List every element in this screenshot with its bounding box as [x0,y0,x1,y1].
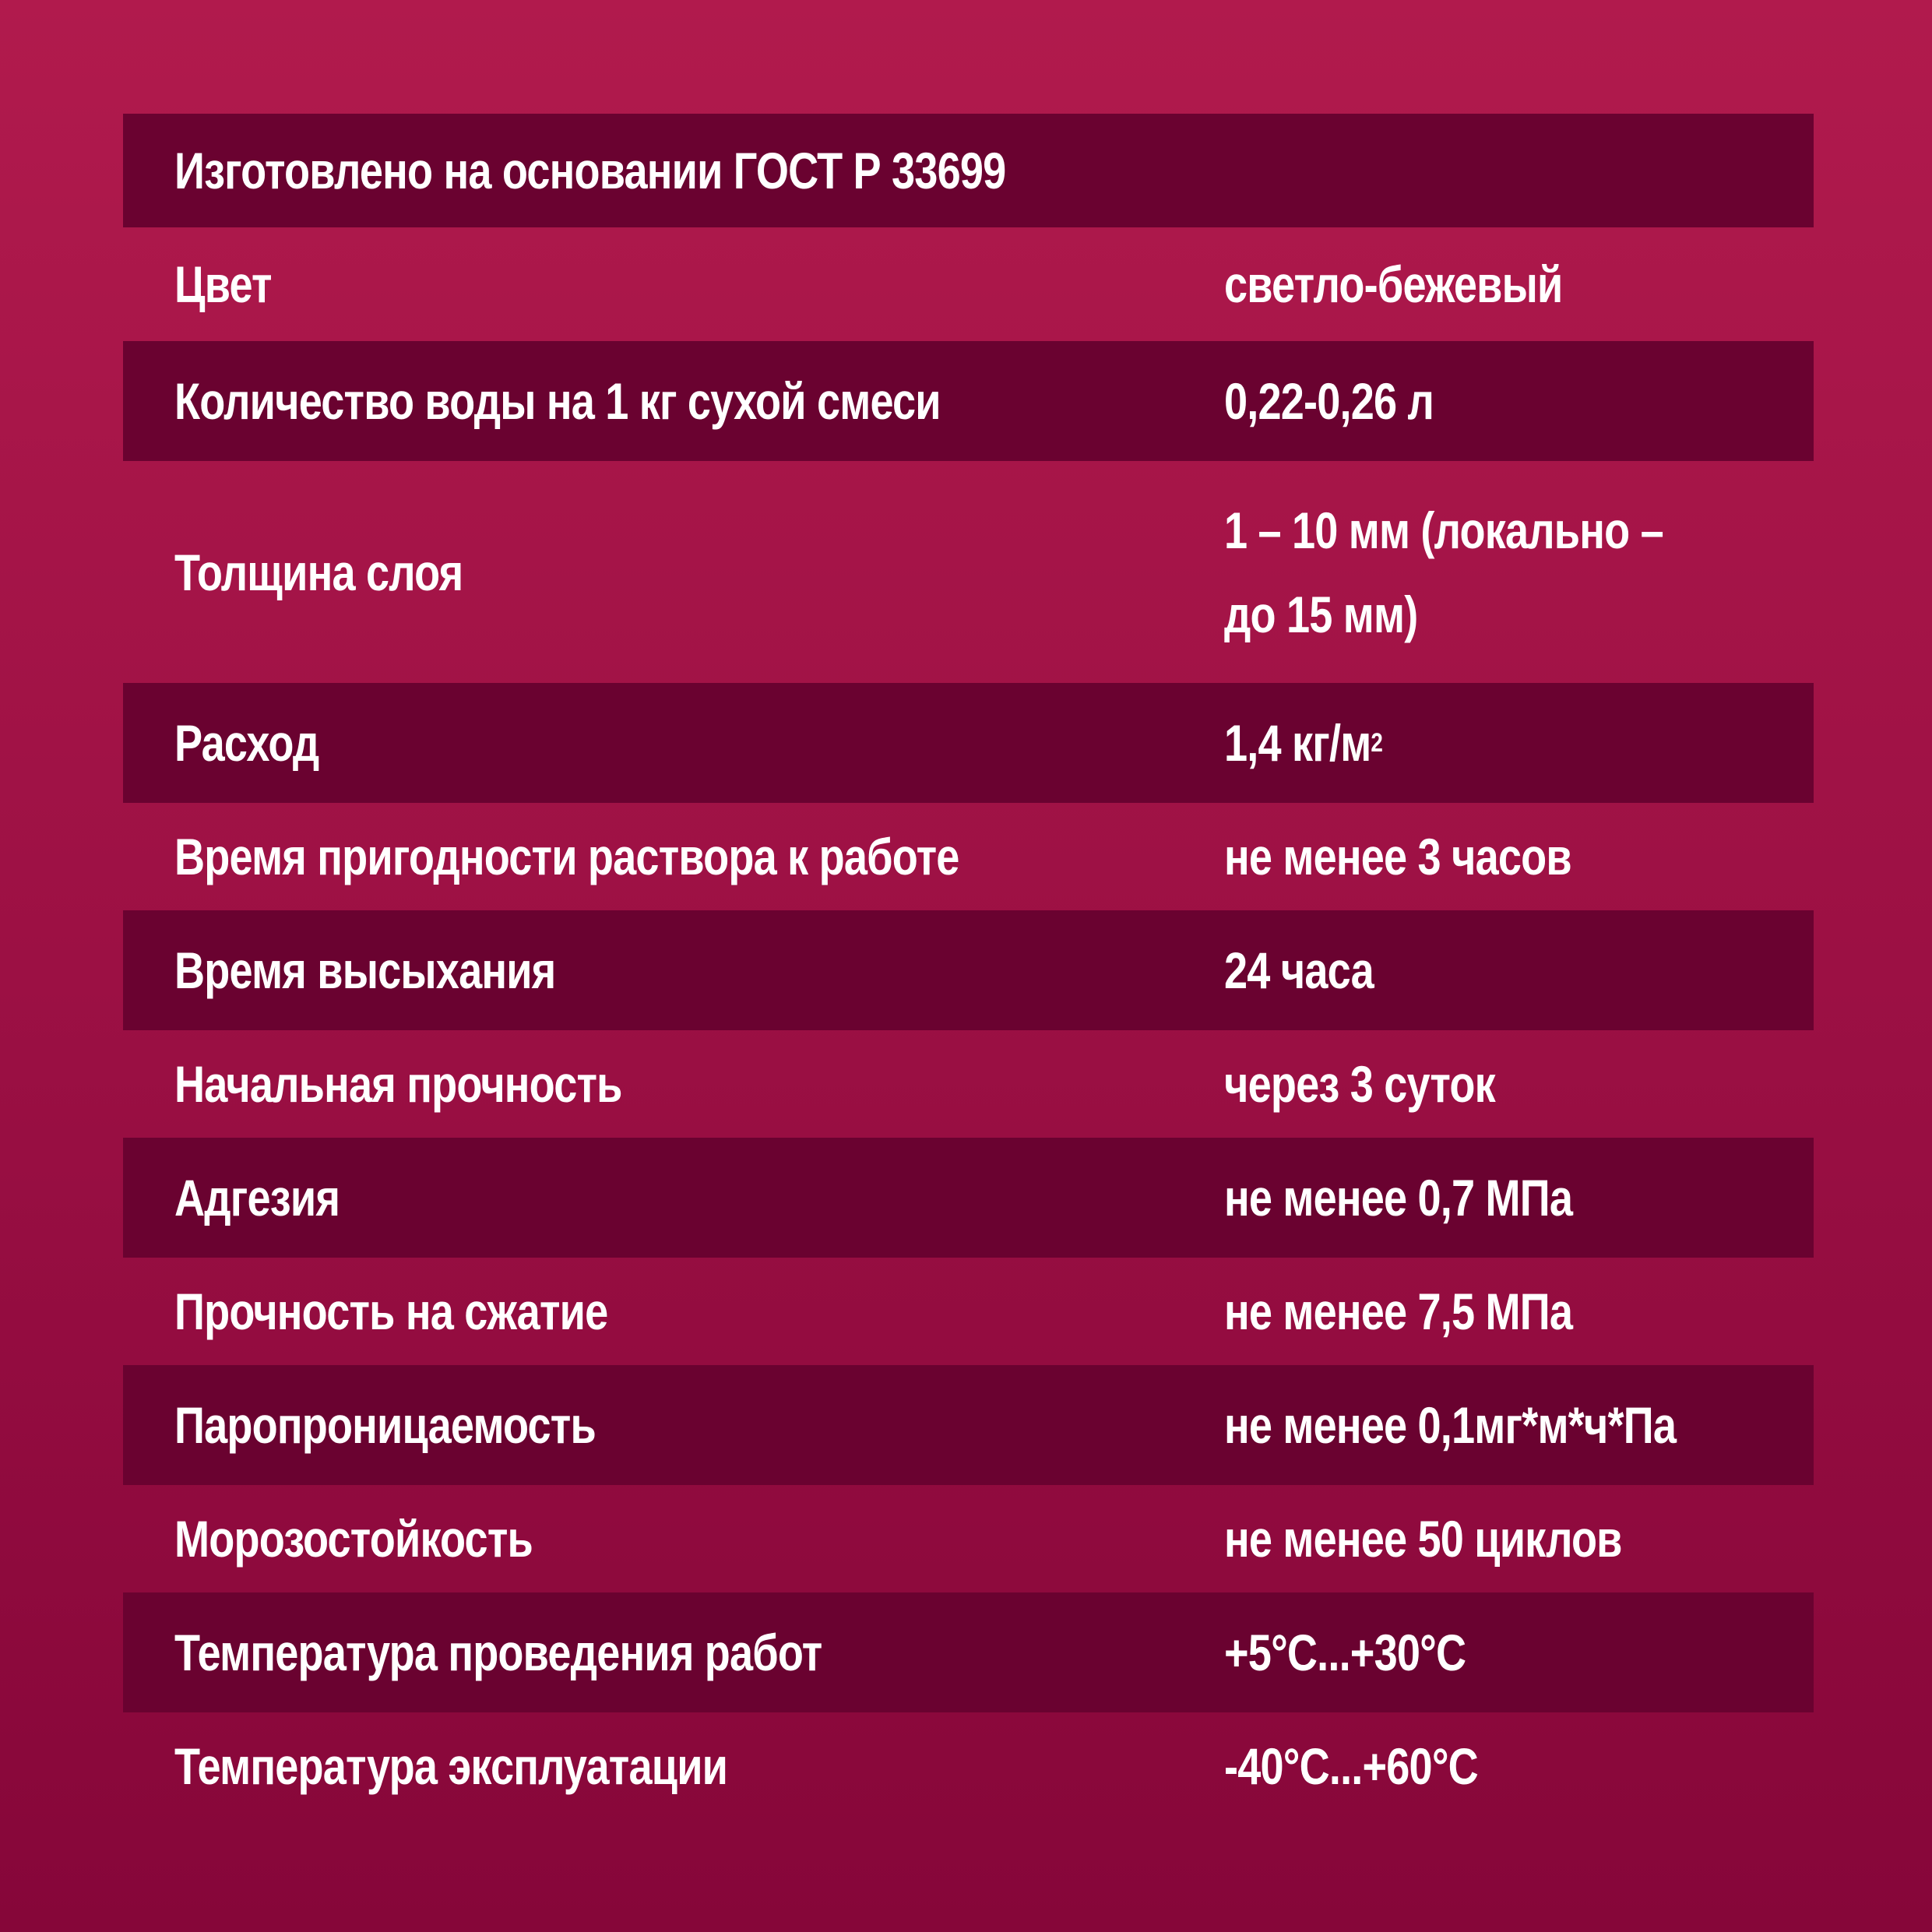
table-row [123,1138,1814,1258]
table-header-row [123,114,1814,227]
row-value-line: до 15 мм) [1224,585,1418,643]
table-row [123,1592,1814,1712]
table-row [123,227,1814,341]
table-row [123,803,1814,910]
row-value: -40°С...+60°С [1224,1737,1478,1795]
row-value-line: 1 – 10 мм (локально – [1224,501,1663,559]
row-value: через 3 суток [1224,1055,1495,1113]
row-label: Расход [174,714,319,772]
row-value: не менее 7,5 МПа [1224,1283,1573,1340]
row-value: не менее 0,7 МПа [1224,1169,1573,1226]
row-label: Прочность на сжатие [174,1283,608,1340]
row-value: светло-бежевый [1224,255,1563,313]
row-label: Начальная прочность [174,1055,622,1113]
row-label: Количество воды на 1 кг сухой смеси [174,372,941,430]
row-value: не менее 0,1мг*м*ч*Па [1224,1396,1677,1454]
table-row [123,341,1814,461]
table-row [123,1258,1814,1365]
row-label: Толщина слоя [174,543,463,601]
row-label: Морозостойкость [174,1510,533,1568]
row-label: Адгезия [174,1169,340,1226]
table-row [123,683,1814,803]
row-label: Время пригодности раствора к работе [174,828,959,885]
row-label: Паропроницаемость [174,1396,596,1454]
row-value: 1,4 кг/м 2 [1224,683,1382,803]
row-value: не менее 3 часов [1224,828,1571,885]
table-row [123,1030,1814,1138]
row-label: Температура проведения работ [174,1624,822,1681]
row-label: Время высыхания [174,941,556,999]
row-label: Цвет [174,255,272,313]
table-row [123,1712,1814,1820]
row-value-text: 1,4 кг/м [1224,714,1371,772]
row-value: не менее 50 циклов [1224,1510,1622,1568]
table-row [123,910,1814,1030]
row-value: 0,22-0,26 л [1224,372,1434,430]
row-value: +5°С...+30°С [1224,1624,1466,1681]
spec-table [123,114,1814,1820]
row-label: Температура эксплуатации [174,1737,728,1795]
row-value: 24 часа [1224,941,1374,999]
standard-label: Изготовлено на основании ГОСТ Р 33699 [174,142,1006,199]
table-row [123,461,1814,683]
row-value-multiline [1224,461,1663,683]
table-row [123,1485,1814,1592]
table-row [123,1365,1814,1485]
